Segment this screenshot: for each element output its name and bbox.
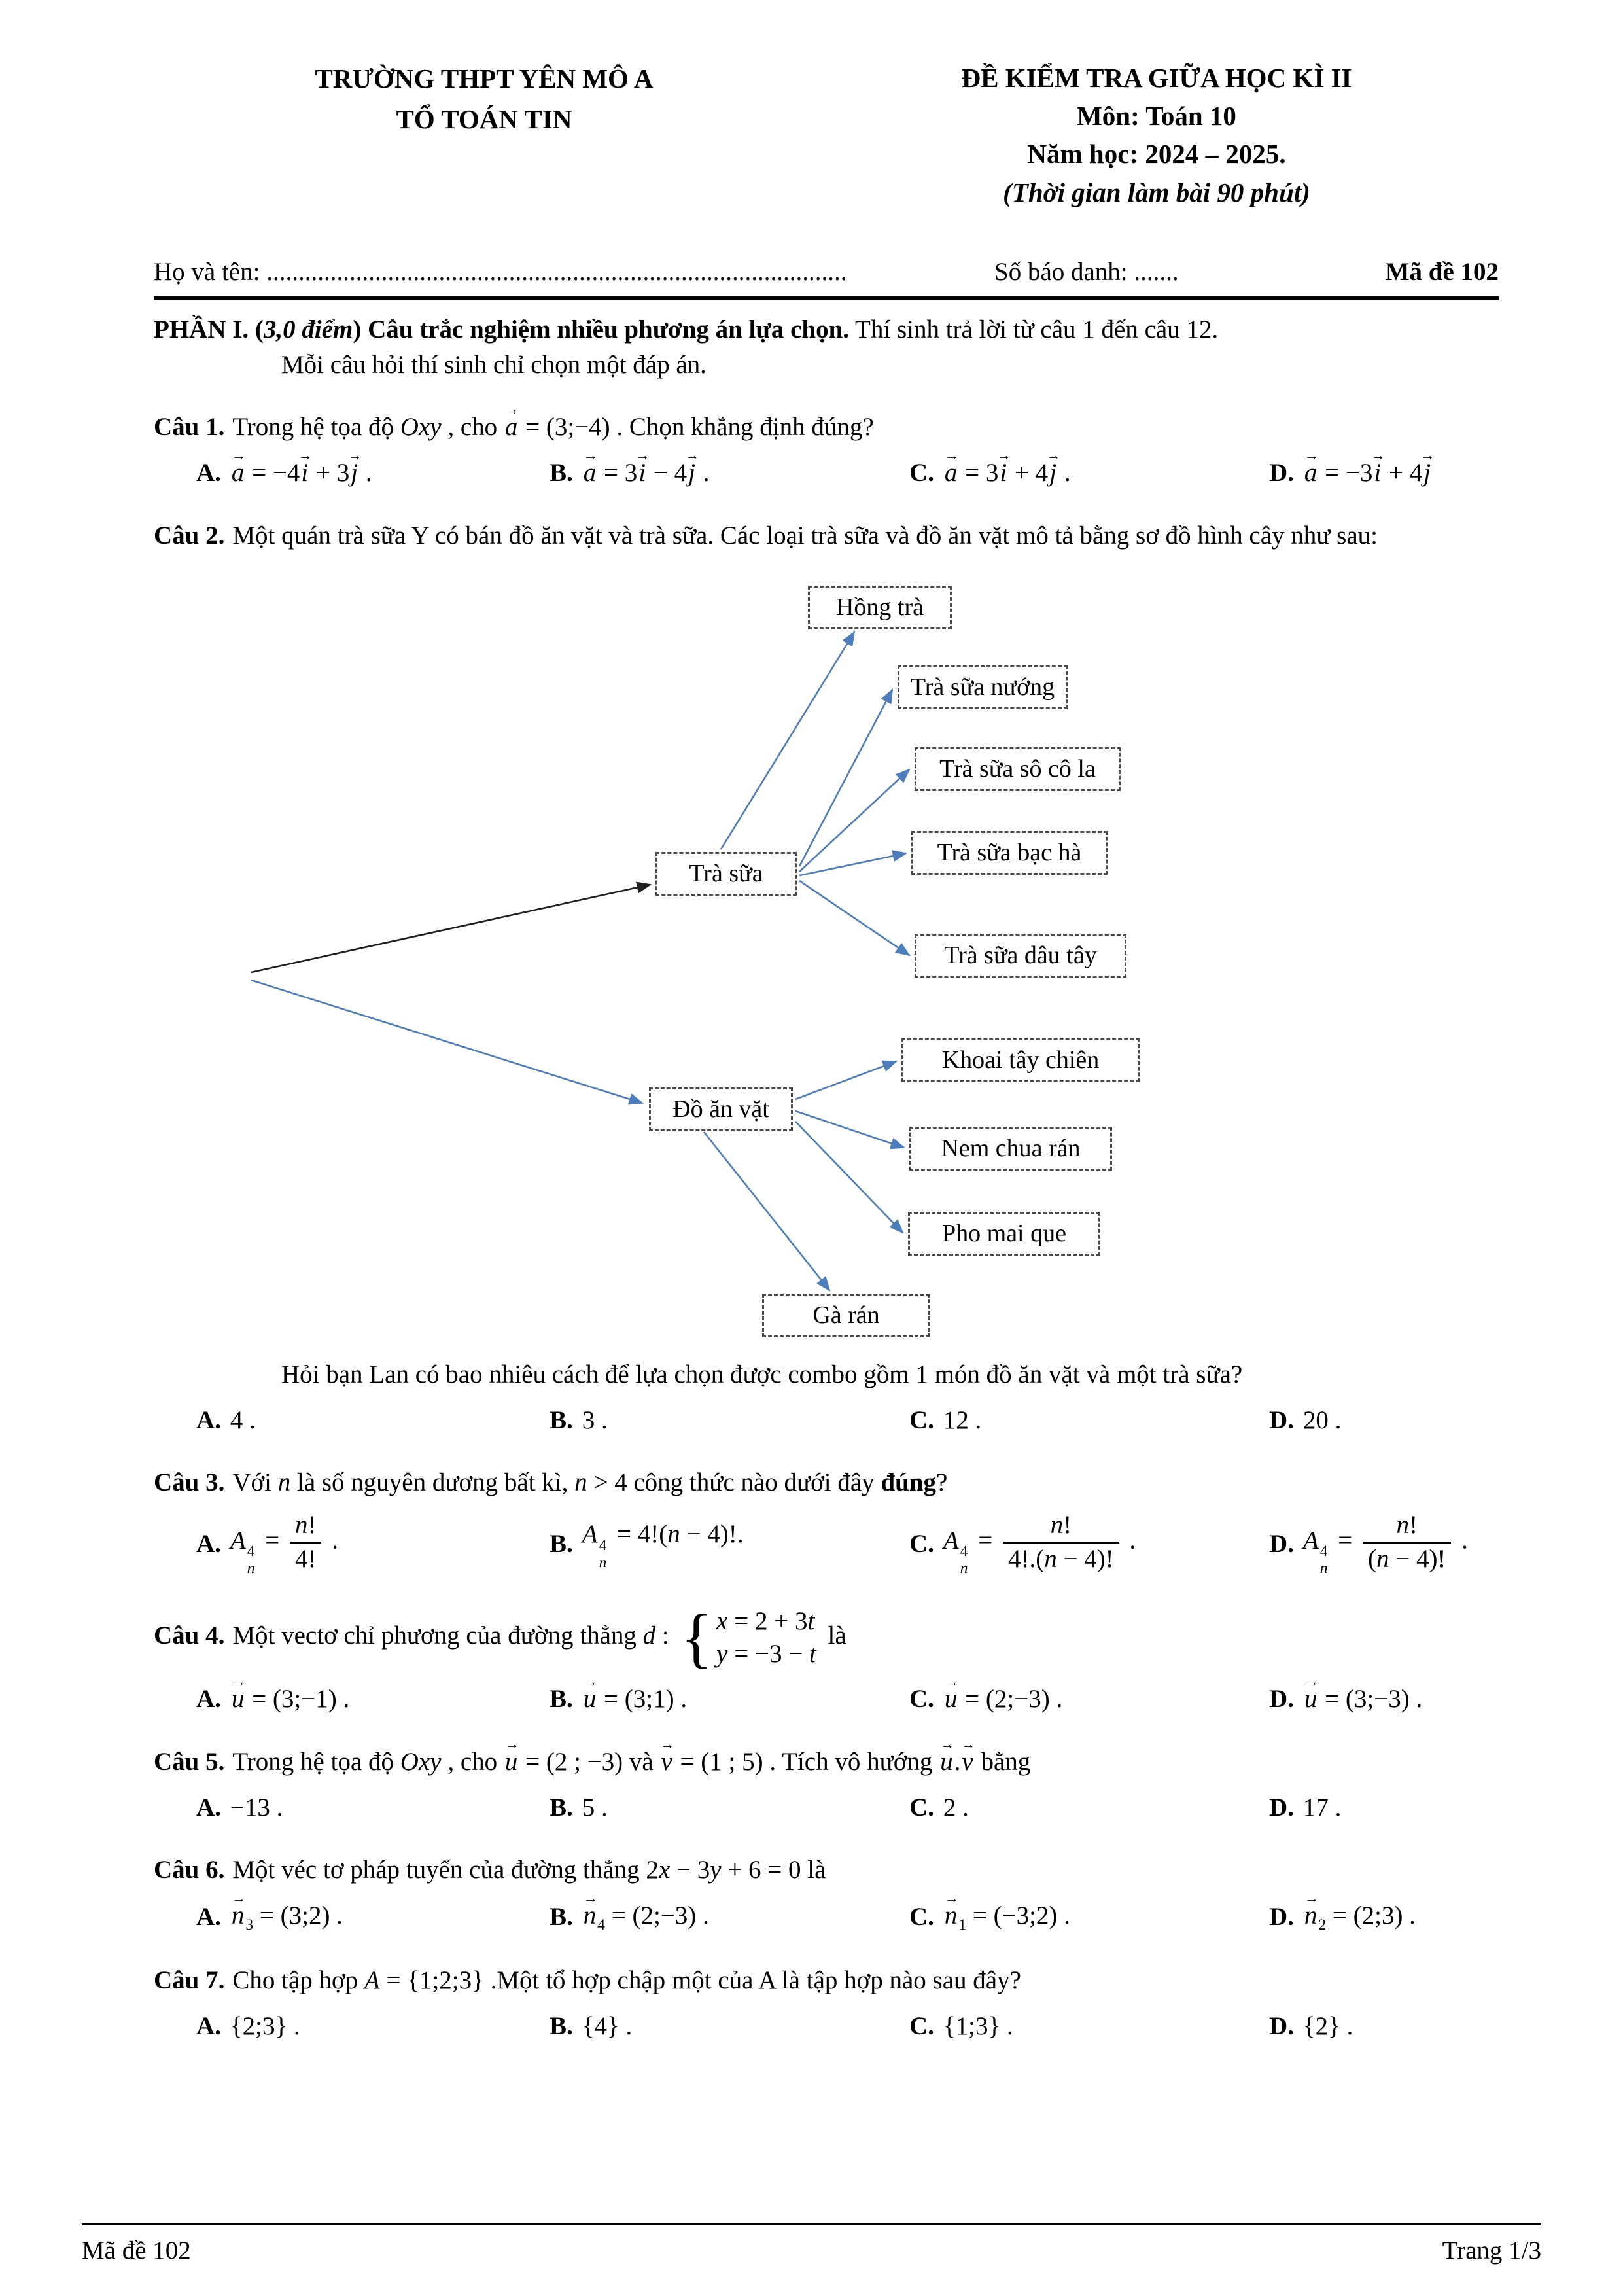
node-ga-ran: Gà rán [762, 1294, 930, 1337]
question-3-text: Với n là số nguyên dương bất kì, n > 4 công thức nào dưới đây đúng? [232, 1468, 948, 1497]
arrow-doanvat-to-garan [704, 1132, 829, 1290]
student-name-field: Họ và tên: ........................................................................................... [154, 257, 847, 286]
node-hong-tra: Hồng trà [808, 586, 952, 629]
option-text: 20 . [1302, 1405, 1342, 1434]
part1-label: PHẦN I. ( [154, 315, 264, 344]
option-label: A. [196, 2012, 221, 2041]
arrow-trasua-to-nuong [799, 690, 892, 866]
question-6-option-c [909, 1898, 1269, 1935]
option-text: {1;3} . [943, 2012, 1013, 2041]
footer-exam-code: Mã đề 102 [82, 2236, 191, 2265]
blue-arrows [251, 632, 909, 1290]
question-5-option-a [196, 1790, 550, 1826]
option-text: → u = (3;1) . [582, 1682, 687, 1717]
question-4-stem [154, 1601, 1499, 1675]
question-7-stem [154, 1963, 1499, 1998]
part1-heading [154, 312, 1499, 347]
question-4-option-d [1269, 1682, 1499, 1717]
option-label: B. [550, 1902, 573, 1931]
footer-page-number: Trang 1/3 [1442, 2236, 1541, 2265]
question-5-option-c [909, 1790, 1269, 1826]
question-2-option-a [196, 1403, 550, 1438]
option-label: C. [909, 2012, 934, 2041]
node-tra-sua-so-co-la: Trà sữa sô cô la [915, 747, 1121, 791]
question-5-option-d [1269, 1790, 1499, 1826]
question-4-option-b [550, 1682, 909, 1717]
arrow-root-to-do-an-vat [251, 980, 642, 1103]
question-5-text: Trong hệ tọa độ Oxy , cho → u = (2 ; −3) và → v = (1 ; 5) . Tích vô hướng → u.→ v bằng [232, 1748, 1030, 1776]
option-label: B. [550, 1530, 573, 1558]
question-7-option-c [909, 2009, 1269, 2044]
question-3-number: Câu 3. [154, 1468, 225, 1497]
question-1-option-b [550, 455, 909, 491]
exam-title-block [814, 59, 1499, 211]
question-6-text: Một véc tơ pháp tuyến của đường thẳng 2x − 3y + 6 = 0 là [232, 1856, 826, 1884]
question-3-stem [154, 1465, 1499, 1500]
option-text: → $n_2$ = (2;3) . [1303, 1898, 1416, 1935]
question-3-option-c [909, 1511, 1269, 1577]
option-text: 2 . [943, 1793, 969, 1822]
school-year: Năm học: 2024 – 2025. [1027, 139, 1286, 169]
option-text: → a = −3→ i + 4→ j [1303, 455, 1432, 491]
node-tra-sua-bac-ha: Trà sữa bạc hà [911, 831, 1108, 875]
question-1-option-c [909, 455, 1269, 491]
question-7-text: Cho tập hợp A = {1;2;3} .Một tổ hợp chập một của A là tập hợp nào sau đây? [232, 1966, 1021, 1995]
question-1-option-d [1269, 455, 1499, 491]
option-text: 4 . [230, 1405, 256, 1434]
option-text: A 4 n = 4!(n − 4)!. [582, 1520, 744, 1571]
school-block [154, 59, 814, 139]
arrow-trasua-to-dautay [799, 881, 909, 955]
option-label: A. [196, 1793, 221, 1822]
department-name: TỔ TOÁN TIN [396, 103, 572, 134]
option-label: D. [1269, 1793, 1294, 1822]
question-4-option-c [909, 1682, 1269, 1717]
question-6-options [196, 1898, 1499, 1935]
question-1 [154, 410, 1499, 491]
option-text: → $n_1$ = (−3;2) . [943, 1898, 1070, 1935]
option-label: A. [196, 1902, 221, 1931]
option-label: D. [1269, 2012, 1294, 2041]
candidate-info-row [154, 255, 1499, 290]
question-7-option-a [196, 2009, 550, 2044]
option-label: D. [1269, 1902, 1294, 1931]
option-text: 5 . [582, 1793, 608, 1822]
question-6-number: Câu 6. [154, 1856, 225, 1884]
option-text: → $n_4$ = (2;−3) . [582, 1898, 709, 1935]
duration-line: (Thời gian làm bài 90 phút) [1003, 177, 1310, 207]
option-text: A 4 n = $\frac{n!}{4!.(n - 4)!}$ . [943, 1511, 1136, 1577]
question-3-options [196, 1511, 1499, 1577]
question-7-option-d [1269, 2009, 1499, 2044]
question-6-option-b [550, 1898, 909, 1935]
option-label: A. [196, 1530, 221, 1558]
option-label: D. [1269, 1530, 1294, 1558]
question-6 [154, 1852, 1499, 1935]
question-1-text: Trong hệ tọa độ Oxy , cho → a = (3;−4) . Chọn khẳng định đúng? [232, 413, 873, 441]
school-name: TRƯỜNG THPT YÊN MÔ A [315, 63, 654, 94]
option-label: B. [550, 1405, 573, 1434]
header-divider [154, 296, 1499, 300]
question-7-number: Câu 7. [154, 1966, 225, 1995]
option-label: D. [1269, 459, 1294, 487]
question-6-option-a [196, 1898, 550, 1935]
option-text: 3 . [582, 1405, 608, 1434]
page-footer [82, 2223, 1541, 2269]
question-4 [154, 1601, 1499, 1717]
exam-title: ĐỀ KIỂM TRA GIỮA HỌC KÌ II [961, 63, 1352, 93]
question-3-option-d [1269, 1511, 1499, 1577]
node-pho-mai-que: Pho mai que [908, 1212, 1100, 1256]
arrow-trasua-to-hongtra [721, 632, 854, 849]
node-khoai-tay-chien: Khoai tây chiên [901, 1038, 1140, 1082]
question-1-number: Câu 1. [154, 413, 225, 442]
option-text: → $n_3$ = (3;2) . [230, 1898, 343, 1935]
option-label: C. [909, 1793, 934, 1822]
question-6-option-d [1269, 1898, 1499, 1935]
node-do-an-vat: Đồ ăn vặt [649, 1087, 793, 1131]
option-label: B. [550, 1793, 573, 1822]
option-label: B. [550, 1685, 573, 1714]
option-text: → u = (2;−3) . [943, 1682, 1062, 1717]
candidate-number-field: Số báo danh: ....... [994, 257, 1179, 286]
question-6-stem [154, 1852, 1499, 1888]
option-text: {2} . [1302, 2012, 1353, 2041]
question-4-number: Câu 4. [154, 1621, 225, 1650]
option-text: → a = 3→ i − 4→ j . [582, 455, 710, 491]
tree-diagram [236, 576, 1191, 1348]
option-text: {2;3} . [230, 2012, 300, 2041]
node-tra-sua: Trà sữa [655, 852, 797, 896]
option-text: 17 . [1302, 1793, 1342, 1822]
option-label: A. [196, 459, 221, 487]
option-text: A 4 n = $\frac{n!}{4!}$ . [230, 1511, 338, 1577]
question-4-text: Một vectơ chỉ phương của đường thẳng d : { x = 2 + 3t y = −3 − t là [232, 1601, 846, 1675]
arrow-doanvat-to-phomai [795, 1122, 903, 1233]
node-tra-sua-nuong: Trà sữa nướng [898, 665, 1068, 709]
question-5-stem [154, 1744, 1499, 1780]
option-text: → u = (3;−3) . [1303, 1682, 1422, 1717]
option-label: A. [196, 1685, 221, 1714]
question-5-number: Câu 5. [154, 1747, 225, 1776]
option-label: B. [550, 2012, 573, 2041]
arrow-doanvat-to-khoaitay [795, 1061, 896, 1099]
question-4-option-a [196, 1682, 550, 1717]
question-2-option-b [550, 1403, 909, 1438]
question-4-options [196, 1682, 1499, 1717]
page-header [154, 59, 1499, 211]
question-2 [154, 518, 1499, 1438]
question-2-text: Một quán trà sữa Y có bán đồ ăn vặt và trà sữa. Các loại trà sữa và đồ ăn vặt mô tả bằng sơ đồ hình cây như sau: [232, 521, 1378, 550]
option-text: −13 . [230, 1793, 283, 1822]
question-1-stem [154, 410, 1499, 445]
part1-instructions-line2: Mỗi câu hỏi thí sinh chỉ chọn một đáp án. [281, 350, 707, 379]
question-7-options [196, 2009, 1499, 2044]
question-2-stem [154, 518, 1499, 554]
option-label: C. [909, 1530, 934, 1558]
question-3-option-a [196, 1511, 550, 1577]
option-text: → u = (3;−1) . [230, 1682, 349, 1717]
exam-code-badge: Mã đề 102 [1385, 257, 1499, 286]
option-label: C. [909, 459, 934, 487]
question-1-options [196, 455, 1499, 491]
arrow-root-to-tra-sua [251, 885, 650, 972]
question-7-option-b [550, 2009, 909, 2044]
option-label: D. [1269, 1685, 1294, 1714]
option-label: B. [550, 459, 573, 487]
question-2-option-c [909, 1403, 1269, 1438]
question-2-option-d [1269, 1403, 1499, 1438]
node-tra-sua-dau-tay: Trà sữa dâu tây [915, 934, 1126, 978]
part1-instructions: Thí sinh trả lời từ câu 1 đến câu 12. [849, 315, 1219, 344]
option-text: → a = −4→ i + 3→ j . [230, 455, 372, 491]
option-text: A 4 n = $\frac{n!}{(n - 4)!}$ . [1302, 1511, 1468, 1577]
question-2-options [196, 1403, 1499, 1438]
option-label: C. [909, 1405, 934, 1434]
question-2-number: Câu 2. [154, 521, 225, 550]
question-5-options [196, 1790, 1499, 1826]
question-5-option-b [550, 1790, 909, 1826]
question-1-option-a [196, 455, 550, 491]
part1-title: ) Câu trắc nghiệm nhiều phương án lựa chọn. [353, 315, 850, 344]
option-text: {4} . [582, 2012, 633, 2041]
question-7 [154, 1963, 1499, 2044]
option-label: C. [909, 1902, 934, 1931]
option-text: 12 . [943, 1405, 982, 1434]
option-label: A. [196, 1405, 221, 1434]
arrow-doanvat-to-nemchua [795, 1111, 904, 1148]
option-label: D. [1269, 1405, 1294, 1434]
question-3 [154, 1465, 1499, 1577]
question-3-option-b [550, 1517, 909, 1571]
option-text: → a = 3→ i + 4→ j . [943, 455, 1071, 491]
question-2-question-line: Hỏi bạn Lan có bao nhiêu cách để lựa chọn được combo gồm 1 món đồ ăn vặt và một trà sữa? [281, 1360, 1243, 1388]
node-nem-chua-ran: Nem chua rán [909, 1127, 1112, 1171]
subject-line: Môn: Toán 10 [1077, 101, 1236, 132]
part1-points: 3,0 điểm [263, 315, 353, 344]
option-label: C. [909, 1685, 934, 1714]
question-5 [154, 1744, 1499, 1826]
